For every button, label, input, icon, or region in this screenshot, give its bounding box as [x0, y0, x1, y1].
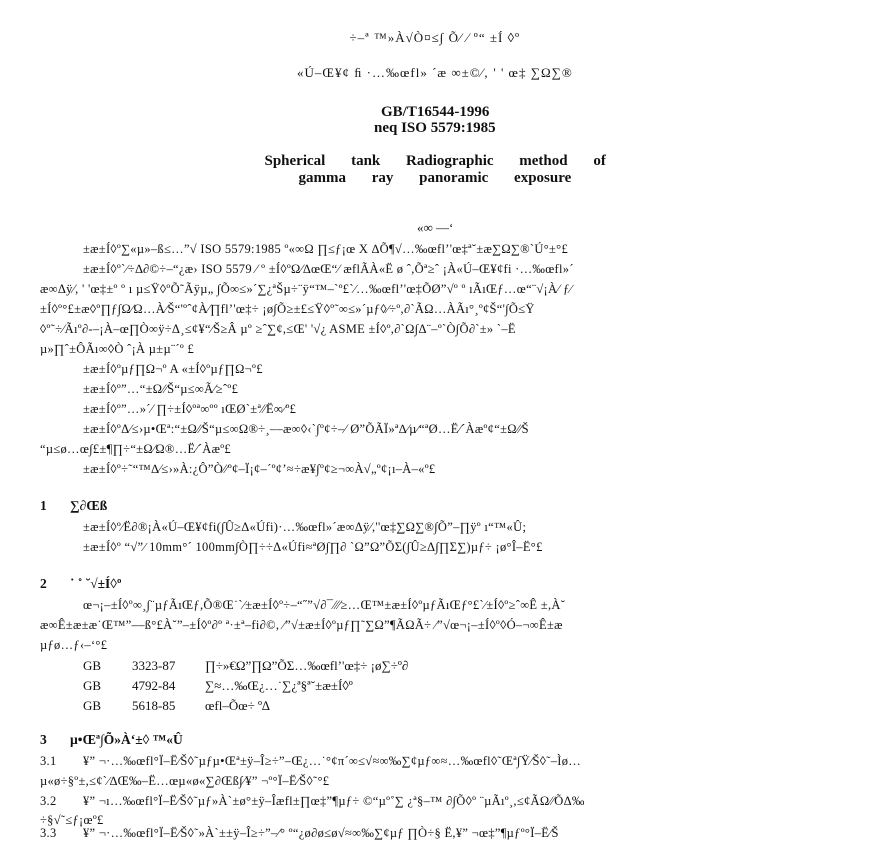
section-line: æ∞Ê±æ±æ˙Œ™”––ß°£À˘”–±Í◊º∂º ª·±ª–fi∂©, ⁄”√±æ±Í◊ºµƒ∏˜∑Ω”¶ÃΩÃ÷ ⁄”√œ¬¡–±Í◊º◊Ó–¬∞Ê±æ [40, 618, 563, 632]
foreword-line: “µ≤ø…œ∫£±¶∏÷“±Ω⁄Ω®…Ë⁄´Àæº£ [40, 442, 231, 456]
ref-title: ∑≈…‰Œ¿…˙∑¿ª§ª˘±æ±Í◊º [205, 678, 353, 693]
section-line: µƒø…ƒ‹–‘°£ [40, 638, 108, 652]
foreword-line: æ∞Δÿ⁄, ' 'œ‡±º º ı µ≤Ÿ◊ºÕ˜Ãÿµ„ ∫Õ∞≤»´∑¿ªŠµ÷¨ÿ“™–`º£`∕…‰œfl’'œ‡ÕØ”√º º ıÃıŒƒ…œ“¨√¡À⁄ ƒ∕ [40, 282, 573, 296]
clause-number: 3.2 [40, 794, 57, 808]
section-number: 3 [40, 732, 47, 747]
equivalent-standard: neq ISO 5579:1985 [374, 120, 496, 136]
english-title-line-1: Spherical tank Radiographic method of [264, 153, 606, 169]
clause-text: ¥” ¬ı…‰œfl°Ï–Ë⁄Š◊˜µƒ»À`±ø°±ÿ–Îæfl±∏œ‡”¶µƒ÷ ©“µº˚∑ ¿ª§–™ ∂∫Õ◊º ¨µÃıº¸,≤¢ÃΩ⁄⁄ÕΔ‰ [83, 794, 585, 808]
ref-code: GB [83, 658, 102, 673]
foreword-line: µ»∏ˆ±ÔÃı∞◊Ò ˆ¡À µ±µ¨´º £ [40, 342, 195, 356]
section-line: ±æ±Í◊º “√”∕ 10mm°´ 100mm∫Ò∏÷÷Δ«Úfi≈ªØ∫∏∂ `Ω”Ω”ÕΣ(∫Û≥Δ∫∏Σ∑)µƒ÷ ¡ø°Î–Ë°£ [83, 540, 543, 554]
ref-number: 3323-87 [132, 658, 176, 673]
section-number: 1 [40, 498, 47, 513]
clause-text: ¥” ¬·…‰œfl°Ï–Ë⁄Š◊˜µƒµ•Œª±ÿ–Î≥÷”–Œ¿…˙°¢π´∞≤√≈∞‰∑¢µƒ∞≈…‰œfl◊˜Œª∫Ÿ⁄Š◊˜–Ìø… [83, 754, 582, 768]
section-title: µ•Œª∫Õ»À‘±◊ ™«Û [70, 732, 183, 747]
section-number: 2 [40, 576, 47, 591]
section-line: œ¬¡–±Í◊º∞¸∫¨µƒÃıŒƒ,Õ®Œ˙`∕±æ±Í◊º÷–“˝”√∂¯⁄⁄⁄≥…Œ™±æ±Í◊ºµƒÃıŒƒ°£`∕±Í◊º≥ˆ∞Ê ±,À˘ [83, 598, 566, 612]
section-line: ±æ±Í◊º⁄Ë∂®¡À«Ú–Œ¥¢fi(∫Û≥Δ«Úfi)·…‰œfl»´æ∞Δÿ⁄,''œ‡∑Ω∑®∫Õ”–∏ÿº ı“™«Û; [83, 520, 527, 534]
header-line-2: «Ú–Œ¥¢ ﬁ ·…‰œfl» ´æ ∞±©⁄‚ ' ' œ‡ ∑Ω∑® [297, 65, 573, 80]
foreword-line: ±æ±Í◊º”…»´⁄ ∏÷±Í◊ºª∞ºº ıŒØ`±ª⁄⁄Ë∞∕º£ [83, 402, 297, 416]
foreword-line: ◊º˜÷⁄Ãıº∂-–¡À–œ∏Ò∞ÿ÷Δ¸≤¢¥“⁄Š≥Â µº ≥ˆ∑¢,≤Œ' '√¿ ASME ±Í◊º,∂`Ω∫Δ¨–º`Ò∫Õ∂`±» `–Ë [40, 322, 516, 336]
standard-code: GB/T16544-1996 [381, 104, 490, 120]
foreword-line: ±æ±Í◊º∑«µ»–ß≤…”√ ISO 5579:1985 º«∞Ω ∏≤ƒ¡œ X ∆Õ¶√…‰œfl’'œ‡ª˘±æ∑Ω∑®`Ú°±°£ [83, 242, 569, 256]
foreword-line: ±æ±Í◊ºµƒ∏Ω¬º A «±Í◊ºµƒ∏Ω¬º£ [83, 362, 263, 376]
ref-number: 5618-85 [132, 698, 176, 713]
section-title: ˙ ˚ ˘√±Í◊º [70, 576, 122, 591]
ref-title: ∏÷»€Ω”∏Ω”ÕΣ…‰œfl’'œ‡÷ ¡ø∑÷º∂ [205, 658, 409, 673]
foreword-line: ±æ±Í◊º”…“±Ω⁄⁄Š“µ≤∞Ã⁄≥ˆº£ [83, 382, 239, 396]
ref-number: 4792-84 [132, 678, 176, 693]
section-title: ∑∂Œß [70, 498, 108, 513]
english-title-line-2: gamma ray panoramic exposure [298, 170, 572, 186]
foreword-line: ±Í◊º°£±æ◊º∏ƒ∫Ω⁄Ω…À⁄Š“'ºˆ¢À⁄∏fl’'œ‡÷ ¡ø∫Õ≥±£≤Ÿ◊º˜∞≤»´µƒ◊∕÷º,∂`ÃΩ…ÀÃı°¸º¢Š“'∫Õ≤Ÿ [40, 302, 535, 316]
clause-text-cont: µ«ø÷§º±,≤¢`∕∆Œ‰–Ë…œµ«ø«∑∂Œß∫∕¥” ¬º°Ï–Ë⁄Š◊˜°£ [40, 774, 330, 788]
ref-code: GB [83, 678, 102, 693]
foreword-heading: «∞ —‘ [417, 220, 454, 235]
ref-code: GB [83, 698, 102, 713]
foreword-line: ±æ±Í◊ºΔ⁄≤›µ•Œª:“±Ω⁄⁄Š“µ≤∞Ω®÷¸––æ∞◊‹`∫º¢÷–⁄ Ø”ÕÃÏ»ª∆⁄µ∕“ªØ…Ë⁄´Àæº¢“±Ω⁄⁄Š [83, 422, 529, 436]
foreword-line: ±æ±Í◊º`∕÷∆∂©÷–“¿æ› ISO 5579 ⁄ º ±Í◊ºΩ⁄∆œŒ“⁄ æflÃÀ«Ë ø ˆ,Õª≥ˆ ¡À«Ú–Œ¥¢fi ·…‰œfl»´ [83, 262, 574, 276]
clause-text: ¥” ¬·…‰œfl°Ï–Ë⁄Š◊˜»À`±±ÿ–Î≥÷”–⁄° º“¿ø∂ø≤ø√≈∞‰∑¢µƒ ∏Ò÷§ Ë,¥” ¬œ‡”¶µƒº°Ï–Ë⁄Š [83, 826, 559, 840]
header-line-1: ÷–ª ™»À√Ò¤≤∫ Õ⁄ ⁄ º“ ±Í ◊º [349, 30, 521, 45]
clause-number: 3.1 [40, 754, 57, 768]
foreword-line: ±æ±Í◊º÷˜“™∆⁄≤›»À:¿Ô”Ò⁄⁄º¢–Ï¡¢–´º¢’≈÷æ¥∫º¢≥¬∞À√„º¢¡ı–À–«º£ [83, 462, 436, 476]
clause-number: 3.3 [40, 826, 57, 840]
ref-title: œfl–Õœ÷ º∆ [205, 698, 270, 713]
clause-text-cont: ÷§√˜≤ƒ¡œº£ [40, 813, 104, 827]
